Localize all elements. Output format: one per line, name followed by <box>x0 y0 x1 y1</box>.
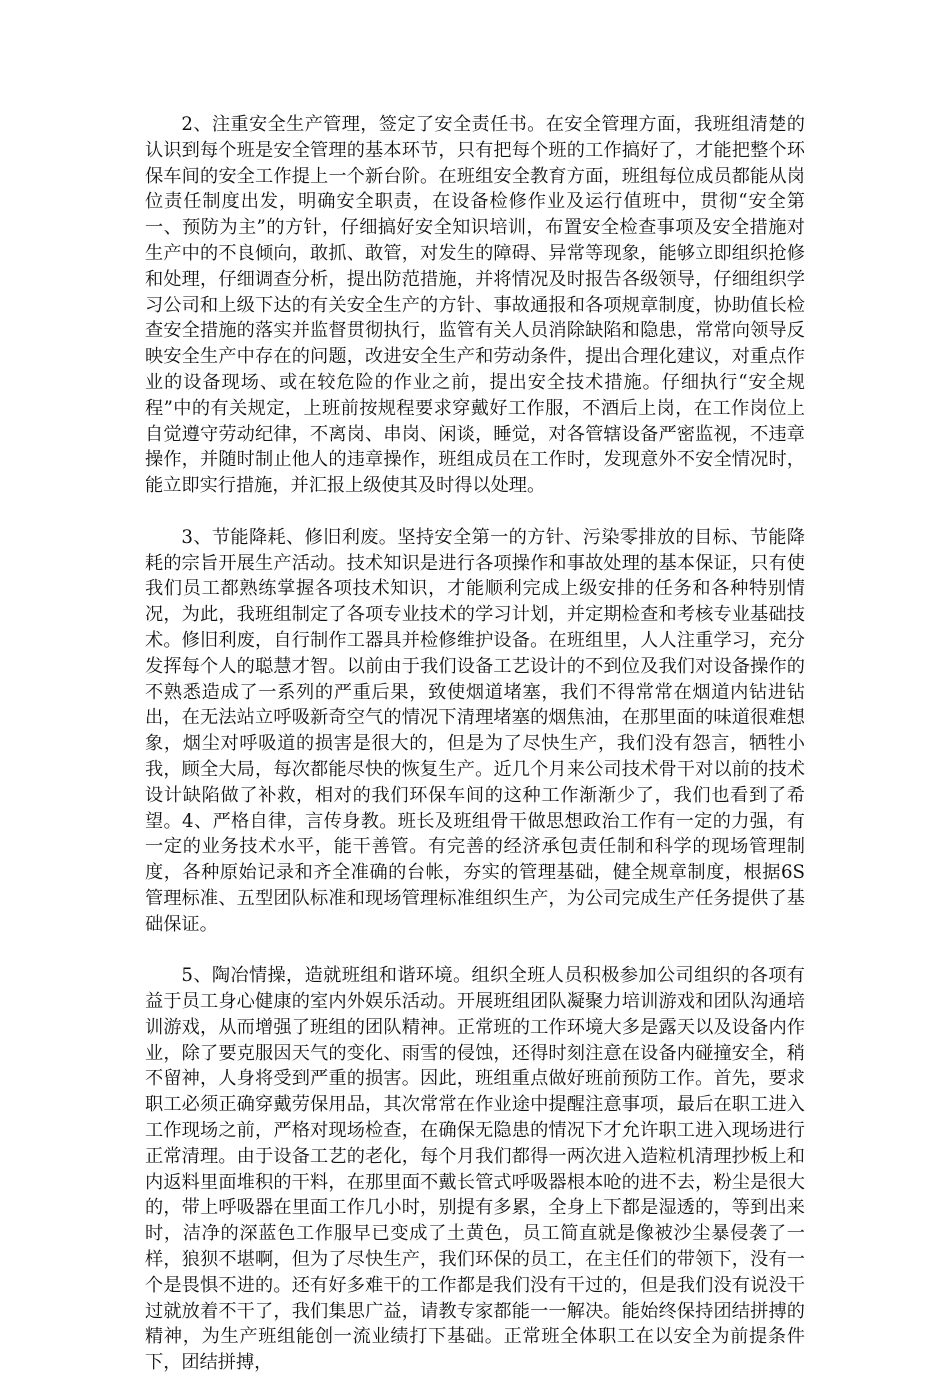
paragraph-safety-management: 2、注重安全生产管理，签定了安全责任书。在安全管理方面，我班组清楚的认识到每个班是安全管理的基本环节，只有把每个班的工作搞好了，才能把整个环保车间的安全工作提上一个新台阶。在班组安全教育方面，班组每位成员都能从岗位责任制度出发，明确安全职责，在设备检修作业及运行值班中，贯彻“安全第一、预防为主”的方针，仔细搞好安全知识培训，布置安全检查事项及安全措施对生产中的不良倾向，敢抓、敢管，对发生的障碍、异常等现象，能够立即组织抢修和处理，仔细调查分析，提出防范措施，并将情况及时报告各级领导，仔细组织学习公司和上级下达的有关安全生产的方针、事故通报和各项规章制度，协助值长检查安全措施的落实并监督贯彻执行，监管有关人员消除缺陷和隐患，常常向领导反映安全生产中存在的问题，改进安全生产和劳动条件，提出合理化建议，对重点作业的设备现场、或在较危险的作业之前，提出安全技术措施。仔细执行“安全规程”中的有关规定，上班前按规程要求穿戴好工作服，不酒后上岗，在工作岗位上自觉遵守劳动纪律，不离岗、串岗、闲谈，睡觉，对各管辖设备严密监视，不违章操作，并随时制止他人的违章操作，班组成员在工作时，发现意外不安全情况时，能立即实行措施，并汇报上级使其及时得以处理。 <box>145 114 805 497</box>
document-page <box>145 112 805 1376</box>
paragraph-energy-saving: 3、节能降耗、修旧利废。坚持安全第一的方针、污染零排放的目标、节能降耗的宗旨开展生产活动。技术知识是进行各项操作和事故处理的基本保证，只有使我们员工都熟练掌握各项技术知识，才能顺利完成上级安排的任务和各种特别情况，为此，我班组制定了各项专业技术的学习计划，并定期检查和考核专业基础技术。修旧利废，自行制作工器具并检修维护设备。在班组里，人人注重学习，充分发挥每个人的聪慧才智。以前由于我们设备工艺设计的不到位及我们对设备操作的不熟悉造成了一系列的严重后果，致使烟道堵塞，我们不得常常在烟道内钻进钻出，在无法站立呼吸新奇空气的情况下清理堵塞的烟焦油，在那里面的味道很难想象，烟尘对呼吸道的损害是很大的，但是为了尽快生产，我们没有怨言，牺牲小我，顾全大局，每次都能尽快的恢复生产。近几个月来公司技术骨干对以前的技术设计缺陷做了补救，相对的我们环保车间的这种工作渐渐少了，我们也看到了希望。4、严格自律，言传身教。班长及班组骨干做思想政治工作有一定的力强，有一定的业务技术水平，能干善管。有完善的经济承包责任制和科学的现场管理制度，各种原始记录和齐全准确的台帐，夯实的管理基础，健全规章制度，根据6S管理标准、五型团队标准和现场管理标准组织生产，为公司完成生产任务提供了基础保证。 <box>145 526 805 935</box>
paragraph-team-harmony: 5、陶冶情操，造就班组和谐环境。组织全班人员积极参加公司组织的各项有益于员工身心健康的室内外娱乐活动。开展班组团队凝聚力培训游戏和团队沟通培训游戏，从而增强了班组的团队精神。正常班的工作环境大多是露天以及设备内作业，除了要克服因天气的变化、雨雪的侵蚀，还得时刻注意在设备内碰撞安全，稍不留神，人身将受到严重的损害。因此，班组重点做好班前预防工作。首先，要求职工必须正确穿戴劳保用品，其次常常在作业途中提醒注意事项，最后在职工进入工作现场之前，严格对现场检查，在确保无隐患的情况下才允许职工进入现场进行正常清理。由于设备工艺的老化，每个月我们都得一两次进入造粒机清理抄板上和内返料里面堆积的干料，在那里面不戴长管式呼吸器根本呛的进不去，粉尘是很大的，带上呼吸器在里面工作几小时，别提有多累，全身上下都是湿透的，等到出来时，洁净的深蓝色工作服早已变成了土黄色，员工简直就是像被沙尘暴侵袭了一样，狼狈不堪啊，但为了尽快生产，我们环保的员工，在主任们的带领下，没有一个是畏惧不进的。还有好多难干的工作都是我们没有干过的，但是我们没有说没干过就放着不干了，我们集思广益，请教专家都能一一解决。能始终保持团结拼搏的精神，为生产班组能创一流业绩打下基础。正常班全体职工在以安全为前提条件下，团结拼搏， <box>145 965 805 1374</box>
